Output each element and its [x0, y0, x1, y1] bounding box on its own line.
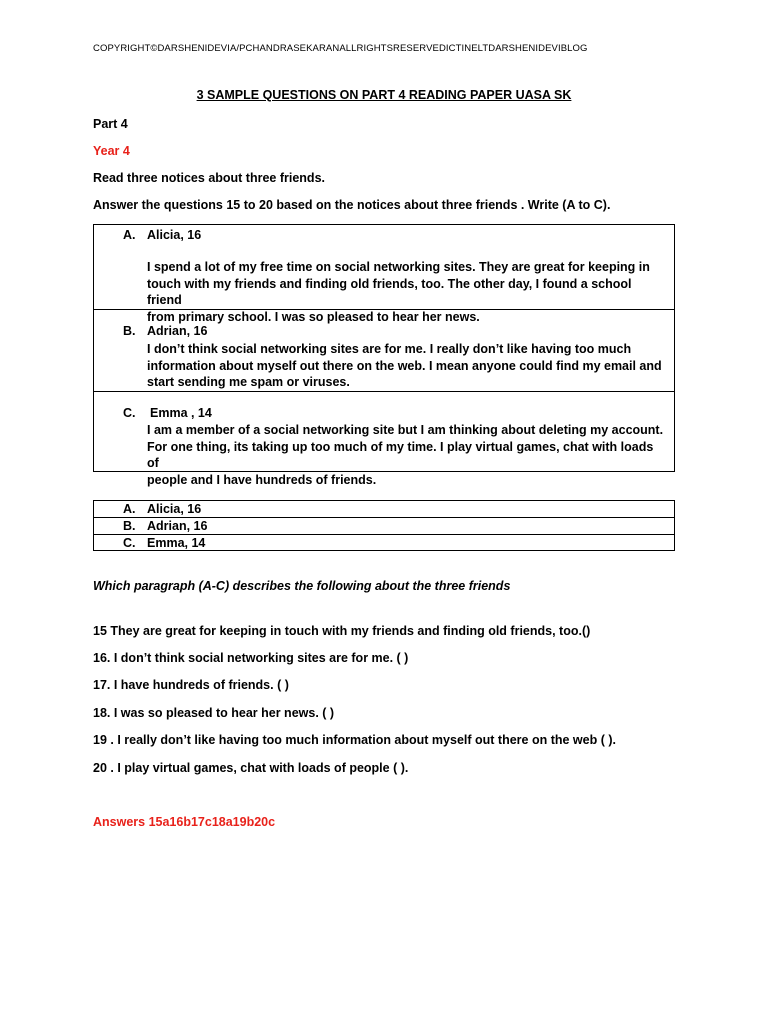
- notices-table: [93, 224, 675, 487]
- key-letter: A.: [123, 502, 136, 516]
- question-item: 18. I was so pleased to hear her news. ( ): [93, 706, 335, 720]
- notice-line: I don’t think social networking sites are for me. I really don’t like having too much: [147, 342, 632, 356]
- notice-row: [94, 309, 674, 392]
- notice-letter: B.: [123, 324, 136, 338]
- key-name: Emma, 14: [147, 536, 206, 550]
- question-item: 19 . I really don’t like having too much information about myself out there on the web ( ).: [93, 733, 616, 747]
- part-label: Part 4: [93, 117, 128, 131]
- notice-line: I spend a lot of my free time on social networking sites. They are great for keeping in: [147, 260, 650, 274]
- notice-name: Alicia, 16: [147, 228, 202, 242]
- question-item: 16. I don’t think social networking sites are for me. ( ): [93, 651, 409, 665]
- notice-name: Adrian, 16: [147, 324, 208, 338]
- notice-line: touch with my friends and finding old friends, too. The other day, I found a school friend: [147, 276, 632, 307]
- key-letter: B.: [123, 519, 136, 533]
- year-label: Year 4: [93, 144, 130, 158]
- notice-row: [94, 391, 674, 487]
- notice-row: [94, 225, 674, 324]
- notice-text: [147, 341, 667, 391]
- question-prompt: Which paragraph (A-C) describes the following about the three friends: [93, 579, 511, 593]
- copyright-line: COPYRIGHT©DARSHENIDEVIA/PCHANDRASEKARANALLRIGHTSRESERVEDICTINELTDARSHENIDEVIBLOG: [93, 43, 588, 54]
- notice-line: I am a member of a social networking site but I am thinking about deleting my account.: [147, 423, 664, 437]
- instruction-answer: Answer the questions 15 to 20 based on the notices about three friends . Write (A to C).: [93, 198, 611, 212]
- notice-line: from primary school. I was so pleased to hear her news.: [147, 309, 480, 324]
- notice-line: For one thing, its taking up too much of my time. I play virtual games, chat with loads of: [147, 439, 654, 470]
- answers-line: Answers 15a16b17c18a19b20c: [93, 815, 276, 829]
- notice-text: [147, 422, 667, 488]
- notice-line: information about myself out there on the web. I mean anyone could find my email and: [147, 358, 662, 373]
- document-title: 3 SAMPLE QUESTIONS ON PART 4 READING PAPER UASA SK: [196, 88, 572, 102]
- notice-letter: A.: [123, 228, 136, 242]
- notice-line: start sending me spam or viruses.: [147, 375, 350, 389]
- key-row: [94, 501, 674, 518]
- key-row: [94, 518, 674, 535]
- key-name: Adrian, 16: [147, 519, 208, 533]
- key-letter: C.: [123, 536, 136, 550]
- key-name: Alicia, 16: [147, 502, 202, 516]
- key-table: [93, 500, 675, 551]
- question-item: 15 They are great for keeping in touch with my friends and finding old friends, too.(): [93, 624, 591, 638]
- notice-line: people and I have hundreds of friends.: [147, 472, 377, 487]
- notice-name: Emma , 14: [150, 406, 212, 420]
- key-row: [94, 535, 674, 552]
- question-item: 20 . I play virtual games, chat with loads of people ( ).: [93, 761, 409, 775]
- notice-letter: C.: [123, 406, 136, 420]
- instruction-read: Read three notices about three friends.: [93, 171, 325, 185]
- question-item: 17. I have hundreds of friends. ( ): [93, 678, 289, 692]
